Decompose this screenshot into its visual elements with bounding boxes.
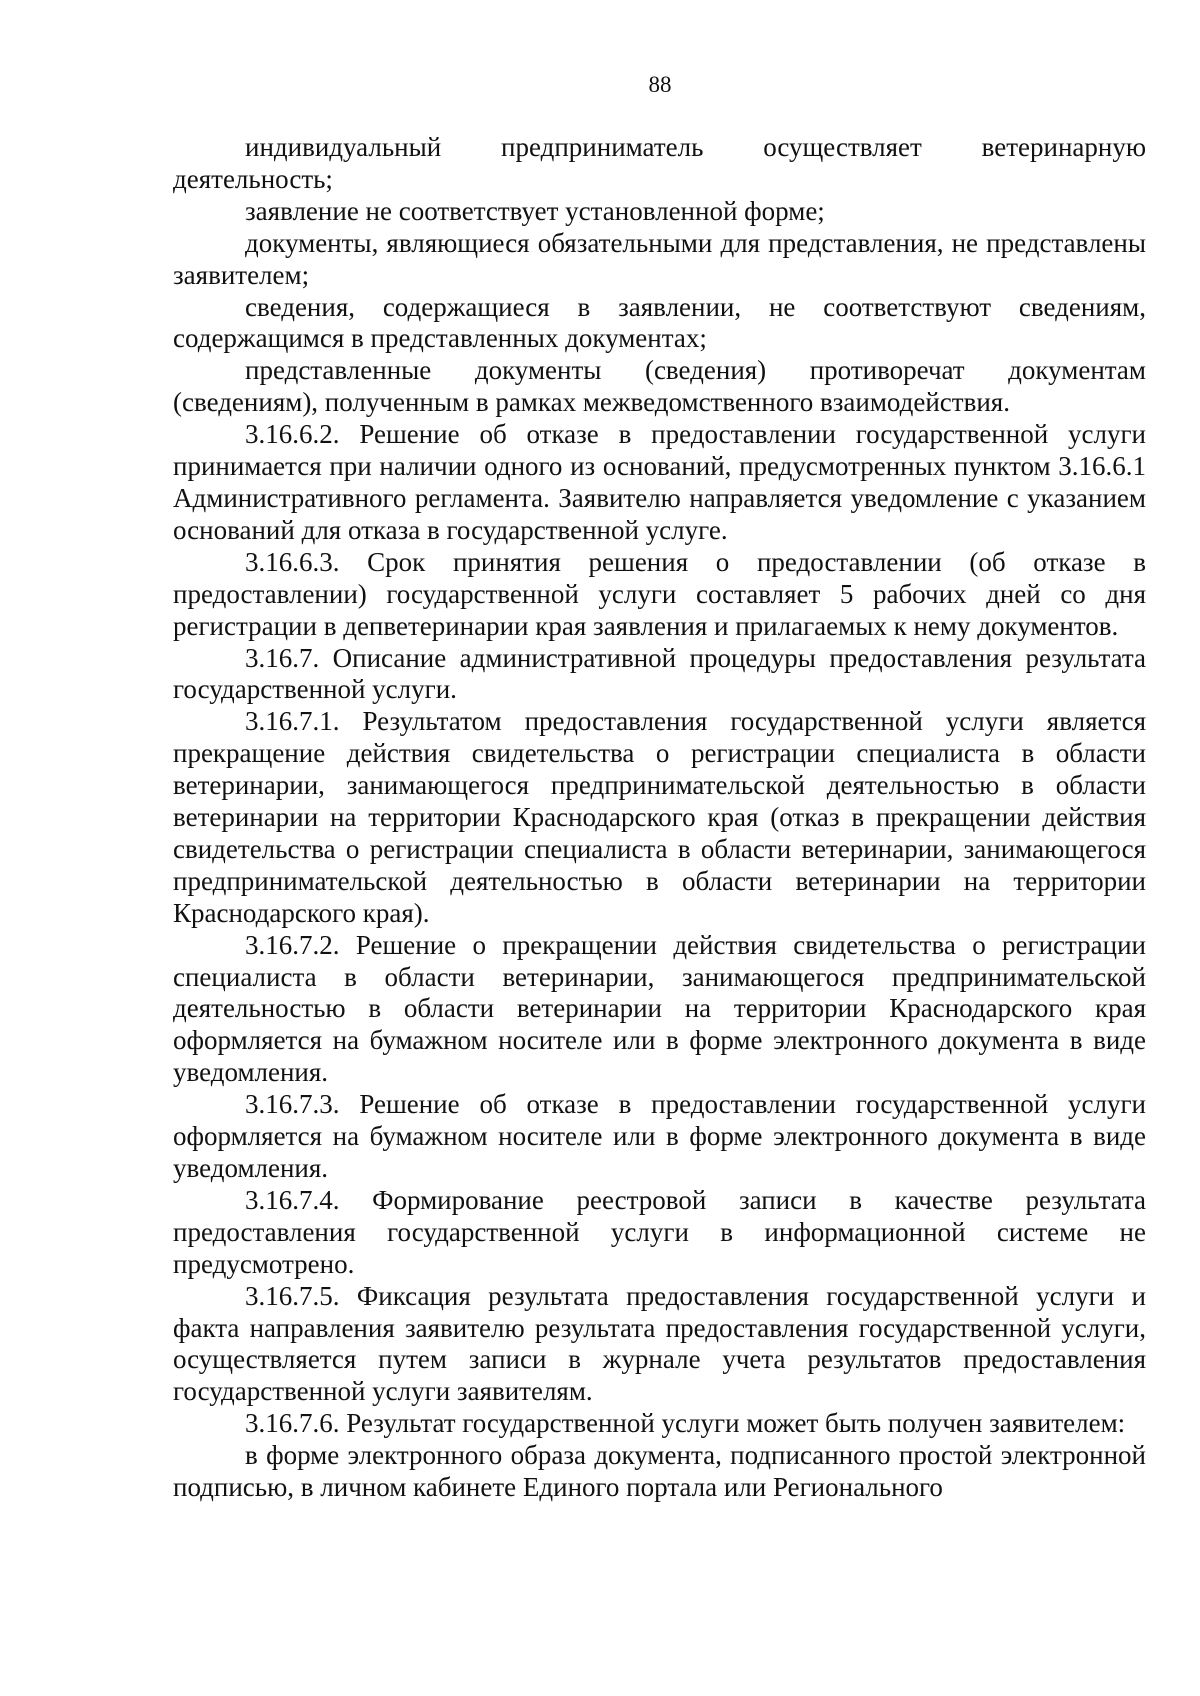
paragraph-4: сведения, содержащиеся в заявлении, не соответствуют сведениям, содержащимся в представленных документах;: [173, 291, 1146, 354]
paragraph-8: 3.16.7. Описание административной процедуры предоставления результата государственной услуги.: [173, 642, 1146, 705]
paragraph-2: заявление не соответствует установленной форме;: [245, 195, 825, 226]
paragraph-5: представленные документы (сведения) противоречат документам (сведениям), полученным в рамках межведомственного взаимодействия.: [173, 355, 1146, 418]
paragraph-15: в форме электронного образа документа, подписанного простой электронной подписью, в личном кабинете Единого портала или Регионального: [173, 1440, 1146, 1503]
document-body: [173, 132, 1146, 1504]
paragraph-10: 3.16.7.2. Решение о прекращении действия свидетельства о регистрации специалиста в области ветеринарии, занимающегося предпринимательской деятельностью в области ветеринарии на территории Краснодарского края оформляется на бумажном носителе или в форме электронного документа в виде уведомления.: [173, 929, 1146, 1088]
paragraph-1: индивидуальный предприниматель осуществляет ветеринарную деятельность;: [173, 132, 1146, 194]
paragraph-11: 3.16.7.3. Решение об отказе в предоставлении государственной услуги оформляется на бумажном носителе или в форме электронного документа в виде уведомления.: [173, 1089, 1146, 1183]
paragraph-14: 3.16.7.6. Результат государственной услуги может быть получен заявителем:: [245, 1408, 1126, 1439]
paragraph-12: 3.16.7.4. Формирование реестровой записи в качестве результата предоставления государственной услуги в информационной системе не предусмотрено.: [173, 1184, 1146, 1279]
paragraph-9: 3.16.7.1. Результатом предоставления государственной услуги является прекращение действия свидетельства о регистрации специалиста в области ветеринарии, занимающегося предпринимательской деятельностью в области ветеринарии на территории Краснодарского края (отказ в прекращении действия свидетельства о регистрации специалиста в области ветеринарии, занимающегося предпринимательской деятельностью в области ветеринарии на территории Краснодарского края).: [173, 706, 1146, 928]
paragraph-13: 3.16.7.5. Фиксация результата предоставления государственной услуги и факта направления заявителю результата предоставления государственной услуги, осуществляется путем записи в журнале учета результатов предоставления государственной услуги заявителям.: [173, 1280, 1146, 1407]
paragraph-6: 3.16.6.2. Решение об отказе в предоставлении государственной услуги принимается при наличии одного из оснований, предусмотренных пунктом 3.16.6.1 Административного регламента. Заявителю направляется уведомление с указанием оснований для отказа в государственной услуге.: [173, 419, 1146, 545]
paragraph-7: 3.16.6.3. Срок принятия решения о предоставлении (об отказе в предоставлении) государственной услуги составляет 5 рабочих дней со дня регистрации в депветеринарии края заявления и прилагаемых к нему документов.: [173, 546, 1146, 641]
page-number: 88: [648, 72, 672, 97]
paragraph-3: документы, являющиеся обязательными для представления, не представлены заявителем;: [173, 227, 1146, 290]
